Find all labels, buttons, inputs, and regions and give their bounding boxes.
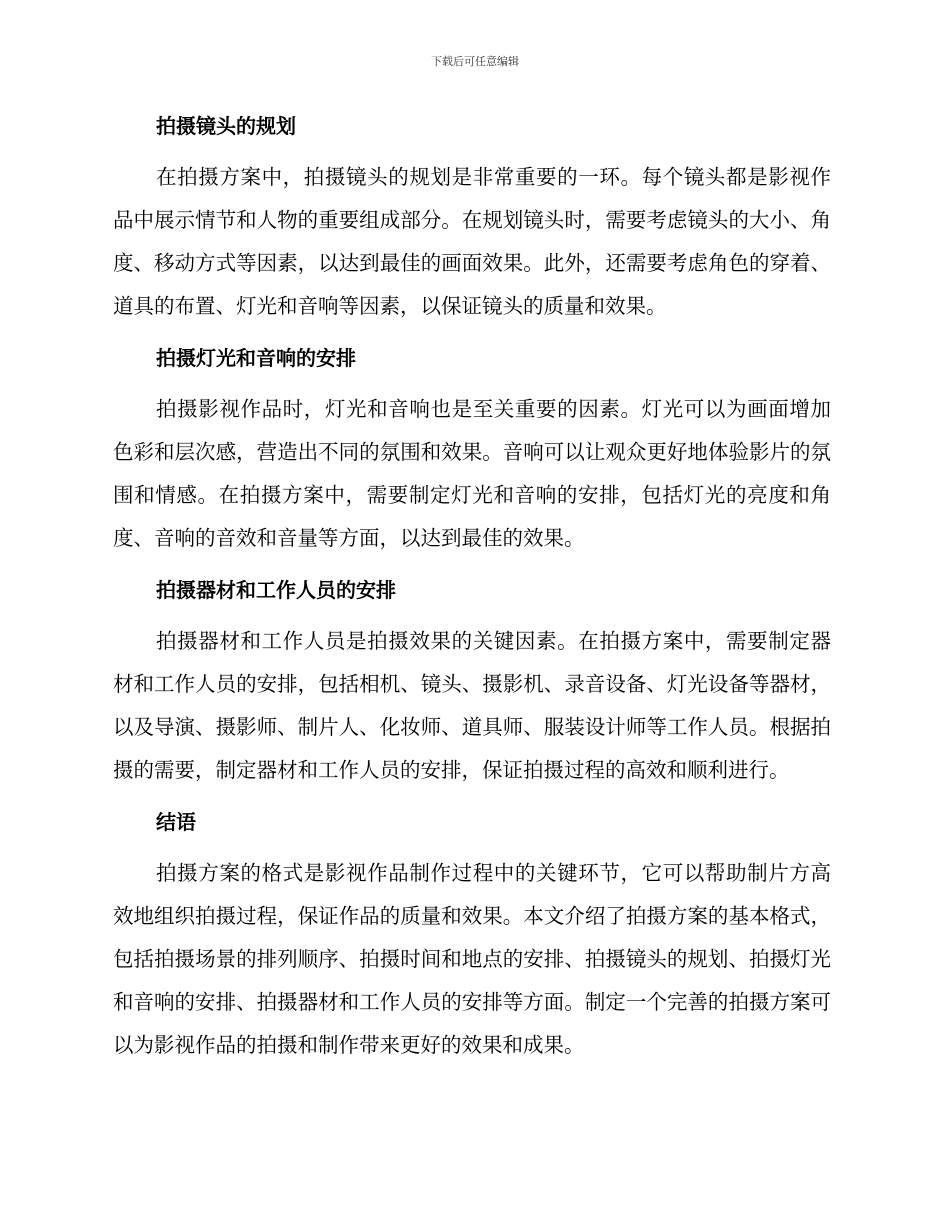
section-heading-equipment-staff: 拍摄器材和工作人员的安排	[156, 578, 396, 602]
section-heading-lens-planning: 拍摄镜头的规划	[156, 114, 296, 138]
page-header: 下载后可任意编辑	[431, 55, 519, 68]
section-paragraph-equipment-staff: 拍摄器材和工作人员是拍摄效果的关键因素。在拍摄方案中，需要制定器材和工作人员的安排，包括相机、镜头、摄影机、录音设备、灯光设备等器材，以及导演、摄影师、制片人、化妆师、道具师、服装设计师等工作人员。根据拍摄的需要，制定器材和工作人员的安排，保证拍摄过程的高效和顺利进行。	[113, 629, 831, 782]
section-heading-lighting-sound: 拍摄灯光和音响的安排	[156, 346, 356, 370]
document-body	[113, 106, 831, 1077]
section-paragraph-lighting-sound: 拍摄影视作品时，灯光和音响也是至关重要的因素。灯光可以为画面增加色彩和层次感，营造出不同的氛围和效果。音响可以让观众更好地体验影片的氛围和情感。在拍摄方案中，需要制定灯光和音响的安排，包括灯光的亮度和角度、音响的音效和音量等方面，以达到最佳的效果。	[113, 397, 831, 550]
section-heading-conclusion: 结语	[156, 810, 196, 834]
section-paragraph-conclusion: 拍摄方案的格式是影视作品制作过程中的关键环节，它可以帮助制片方高效地组织拍摄过程，保证作品的质量和效果。本文介绍了拍摄方案的基本格式，包括拍摄场景的排列顺序、拍摄时间和地点的安排、拍摄镜头的规划、拍摄灯光和音响的安排、拍摄器材和工作人员的安排等方面。制定一个完善的拍摄方案可以为影视作品的拍摄和制作带来更好的效果和成果。	[113, 861, 831, 1057]
section-paragraph-lens-planning: 在拍摄方案中，拍摄镜头的规划是非常重要的一环。每个镜头都是影视作品中展示情节和人物的重要组成部分。在规划镜头时，需要考虑镜头的大小、角度、移动方式等因素，以达到最佳的画面效果。此外，还需要考虑角色的穿着、道具的布置、灯光和音响等因素，以保证镜头的质量和效果。	[113, 165, 831, 318]
